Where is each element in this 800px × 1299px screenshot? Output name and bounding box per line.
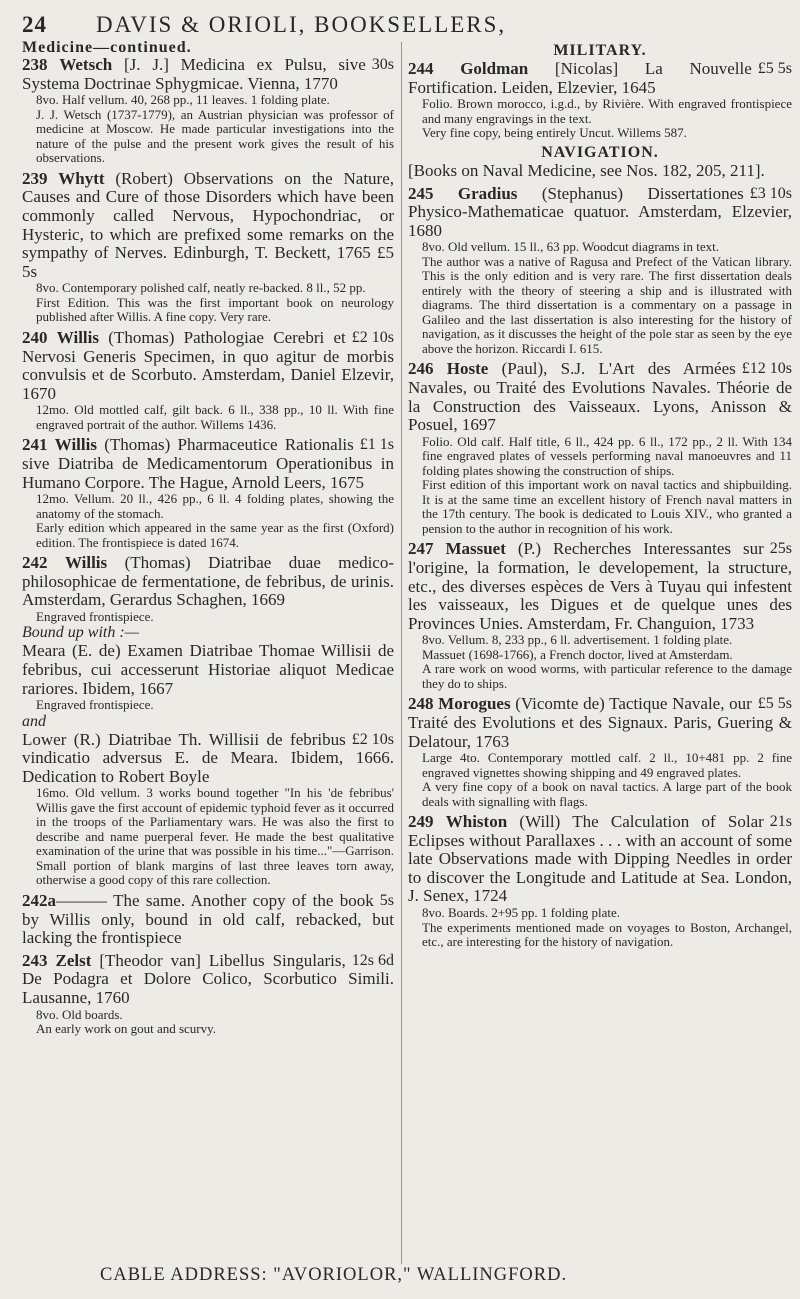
bound-work-meara: Meara (E. de) Examen Diatribae Thomae Willisii de febribus, cui accesserunt Historiae aliquot Medicae rariores. Ibidem, 1667 xyxy=(22,641,394,698)
entry-price: £2 10s xyxy=(351,730,394,748)
entry-number: 241 xyxy=(22,435,48,455)
entry-collation: Folio. Brown morocco, i.g.d., by Rivière. With engraved frontispiece and many engravings in the text. xyxy=(422,96,792,126)
entry-author: Goldman xyxy=(460,59,529,79)
entry-author: Wetsch xyxy=(59,55,113,75)
entry-collation: 12mo. Vellum. 20 ll., 426 pp., 6 ll. 4 folding plates, showing the anatomy of the stomach. xyxy=(36,491,394,521)
entry-frontispiece-note: Engraved frontispiece. xyxy=(36,697,154,713)
column-divider xyxy=(401,42,402,1264)
catalogue-entry-249 xyxy=(408,813,792,949)
entry-note: Massuet (1698-1766), a French doctor, lived at Amsterdam. xyxy=(422,646,733,662)
entry-title: (Vicomte de) Tactique Navale, our Traité des Evolutions et des Signaux. Paris, Guering & Delatour, 1763 xyxy=(408,694,792,751)
entry-number: 239 xyxy=(22,168,48,188)
entry-author: Massuet xyxy=(445,539,506,559)
entry-number: 240 xyxy=(22,327,48,347)
entry-price: 5s xyxy=(379,891,394,909)
entry-author: Willis xyxy=(54,435,97,455)
entry-number: 246 xyxy=(408,359,434,379)
entry-title: [Theodor van] Libellus Singularis, De Podagra et Dolore Colico, Scorbutico Simili. Lausanne, 1760 xyxy=(22,950,394,1007)
entry-number: 249 xyxy=(408,812,434,832)
catalogue-entry-246 xyxy=(408,360,792,536)
entry-price: £2 10s xyxy=(351,328,394,346)
entry-title: (P.) Recherches Interessantes sur l'origine, la formation, le developement, la structure, etc., des diverses espèces de Vers à Tuyau qui infestent les vaisseaux, les Digues et de quelque unes des Provinces Unies. Amsterdam, Fr. Changuion, 1733 xyxy=(408,539,792,633)
and-label: and xyxy=(22,712,46,730)
entry-title: (Thomas) Pharmaceutice Rationalis sive Diatriba de Medicamentorum Operationibus in Humano Corpore. The Hague, Arnold Leers, 1675 xyxy=(22,435,394,492)
cable-address-footer: CABLE ADDRESS: "AVORIOLOR," WALLINGFORD. xyxy=(100,1265,568,1285)
entry-price: £5 5s xyxy=(757,60,792,78)
catalogue-entry-241 xyxy=(22,436,394,550)
bound-up-with-label: Bound up with :— xyxy=(22,624,139,642)
section-heading-military: MILITARY. xyxy=(553,42,647,59)
entry-author: Morogues xyxy=(438,694,511,714)
entry-number: 238 xyxy=(22,55,48,75)
entry-note: A rare work on wood worms, with particular reference to the damage they do to ships. xyxy=(422,661,792,691)
catalogue-entry-248 xyxy=(408,695,792,809)
entry-collation: 8vo. Old vellum. 15 ll., 63 pp. Woodcut diagrams in text. xyxy=(422,239,719,255)
entry-author: Willis xyxy=(56,327,99,347)
section-heading-navigation: NAVIGATION. xyxy=(541,143,659,161)
entry-collation: 8vo. Contemporary polished calf, neatly re-backed. 8 ll., 52 pp. xyxy=(36,280,366,296)
right-column xyxy=(408,40,792,954)
entry-number: 243 xyxy=(22,950,48,970)
entry-author: Hoste xyxy=(446,359,489,379)
entry-collation: 12mo. Old mottled calf, gilt back. 6 ll., 338 pp., 10 ll. With fine engraved portrait of the author. Willems 1436. xyxy=(36,402,394,432)
catalogue-entry-240 xyxy=(22,329,394,432)
entry-author: Zelst xyxy=(55,950,92,970)
entry-price: 25s xyxy=(769,540,792,558)
entry-note: First Edition. This was the first important book on neurology published after Willis. A fine copy. Very rare. xyxy=(36,294,394,325)
left-column xyxy=(22,40,394,1041)
entry-title: (Paul), S.J. L'Art des Armées Navales, ou Traité des Evolutions Navales. Théorie de la Construction des Vaisseaux. Lyons, Anisson & Posuel, 1697 xyxy=(408,359,792,435)
entry-title: (Will) The Calculation of Solar Eclipses without Parallaxes . . . with an account of some late Observations made with Dipping Needles in order to discover the Longitude and Latitude at Sea. London, J. Senex, 1724 xyxy=(408,812,792,906)
entry-price: £3 10s xyxy=(749,184,792,202)
catalogue-page xyxy=(22,10,792,1290)
entry-number: 242 xyxy=(22,553,48,573)
entry-note: A very fine copy of a book on naval tactics. A large part of the book deals with signalling with flags. xyxy=(422,779,792,809)
section-heading-medicine: Medicine—continued. xyxy=(22,39,192,56)
catalogue-entry-238 xyxy=(22,56,394,166)
entry-collation: 8vo. Vellum. 8, 233 pp., 6 ll. advertisement. 1 folding plate. xyxy=(422,632,733,648)
entry-price: 30s xyxy=(371,56,394,74)
bound-work-lower: Lower (R.) Diatribae Th. Willisii de febribus vindicatio adversus E. de Meara. Ibidem, 1666. Dedication to Robert Boyle xyxy=(22,729,394,786)
catalogue-entry-239 xyxy=(22,170,394,325)
entry-number: 245 xyxy=(408,183,434,203)
entry-title: (Thomas) Diatribae duae medico-philosophicae de fermentatione, de febribus, de urinis. Amsterdam, Gerardus Schaghen, 1669 xyxy=(22,553,395,610)
entry-number: 248 xyxy=(408,694,434,714)
entry-note: First edition of this important work on naval tactics and shipbuilding. It is at the same time an excellent history of French naval matters in the 17th century. The book is dedicated to Louis XIV., who granted a pension to the author in recognition of his work. xyxy=(422,477,792,536)
catalogue-entry-247 xyxy=(408,540,792,691)
entry-author: Whytt xyxy=(58,168,105,188)
entry-price: £5 5s xyxy=(757,695,792,713)
entry-number: 242a xyxy=(22,890,56,910)
running-title: DAVIS & ORIOLI, BOOKSELLERS, xyxy=(96,12,507,37)
catalogue-entry-242 xyxy=(22,554,394,888)
entry-author: Gradius xyxy=(457,183,518,203)
entry-title: (Robert) Observations on the Nature, Causes and Cure of those Disorders which have been commonly called Nervous, Hypochondriac, or Hysteric, to which are prefixed some remarks on the sympathy of Nerves. Edinburgh, T. Beckett, 1765 £5 5s xyxy=(22,168,395,281)
entry-author: Willis xyxy=(64,553,108,573)
entry-author: Whiston xyxy=(445,812,508,832)
entry-note: Early edition which appeared in the same year as the first (Oxford) edition. The frontispiece is dated 1674. xyxy=(36,520,394,550)
entry-collation: Folio. Old calf. Half title, 6 ll., 424 pp. 6 ll., 172 pp., 2 ll. With 134 fine engraved plates of vessels performing naval manoeuvres and 11 folding plates showing the construction of ships. xyxy=(422,433,792,478)
entry-title: [J. J.] Medicina ex Pulsu, sive Systema Doctrinae Sphygmicae. Vienna, 1770 xyxy=(22,55,366,93)
page-header xyxy=(22,10,792,38)
catalogue-entry-242a xyxy=(22,892,394,948)
entry-title: The same. Another copy of the book by Willis only, bound in old calf, rebacked, but lacking the frontispiece xyxy=(22,890,394,948)
entry-note: 16mo. Old vellum. 3 works bound together "In his 'de febribus' Willis gave the first account of epidemic typhoid fever as it occurred in the troops of the Parliamentary wars. He was also the first to describe and name puerperal fever. He made the best qualitative examination of the urine that was possible in his time..."—Garrison. Small portion of blank margins of last three leaves torn away, otherwise a good copy of this rare collection. xyxy=(36,785,394,888)
entry-collation: 8vo. Half vellum. 40, 268 pp., 11 leaves. 1 folding plate. xyxy=(36,92,330,108)
entry-price: 21s xyxy=(769,813,792,831)
catalogue-entry-245 xyxy=(408,185,792,357)
cross-reference-note: [Books on Naval Medicine, see Nos. 182, 205, 211]. xyxy=(408,161,765,181)
entry-note: The author was a native of Ragusa and Prefect of the Vatican library. This is the only edition and is very rare. The first dissertation deals entirely with the theory of steering a ship and is illustrated with diagrams. The third dissertation is a commentary on a passage in Galileo and the last dissertation is also interesting for the history of navigation, as it discusses the height of the pole star as seen by the eye above the horizon. Riccardi I. 615. xyxy=(422,253,792,356)
entry-collation: Large 4to. Contemporary mottled calf. 2 ll., 10+481 pp. 2 fine engraved vignettes showing shipping and 49 engraved plates. xyxy=(422,750,792,780)
catalogue-entry-244 xyxy=(408,60,792,141)
entry-frontispiece-note: Engraved frontispiece. xyxy=(36,608,154,624)
entry-price: £1 1s xyxy=(359,436,394,454)
entry-collation: 8vo. Boards. 2+95 pp. 1 folding plate. xyxy=(422,905,620,921)
entry-title: (Stephanus) Dissertationes Physico-Mathematicae quatuor. Amsterdam, Elzevier, 1680 xyxy=(408,183,792,240)
entry-price: 12s 6d xyxy=(351,951,394,969)
entry-collation: 8vo. Old boards. xyxy=(36,1006,123,1022)
page-number: 24 xyxy=(22,12,47,37)
entry-note: Very fine copy, being entirely Uncut. Willems 587. xyxy=(422,125,687,141)
entry-number: 247 xyxy=(408,539,434,559)
entry-note: J. J. Wetsch (1737-1779), an Austrian physician was professor of medicine at Moscow. He made particular investigations into the nature of the pulse and the present work gives the result of his observations. xyxy=(36,106,394,166)
entry-note: The experiments mentioned made on voyages to Boston, Archangel, etc., are interesting for the history of navigation. xyxy=(422,919,792,950)
catalogue-entry-243 xyxy=(22,952,394,1037)
entry-note: An early work on gout and scurvy. xyxy=(36,1021,217,1037)
entry-price: £12 10s xyxy=(741,360,792,378)
entry-title: (Thomas) Pathologiae Cerebri et Nervosi Generis Specimen, in quo agitur de morbis convulsis et de Scorbuto. Amsterdam, Daniel Elzevir, 1670 xyxy=(22,327,394,403)
entry-title: [Nicolas] La Nouvelle Fortification. Leiden, Elzevier, 1645 xyxy=(408,59,752,97)
ditto-dash: ——— xyxy=(56,890,107,910)
entry-number: 244 xyxy=(408,59,434,79)
